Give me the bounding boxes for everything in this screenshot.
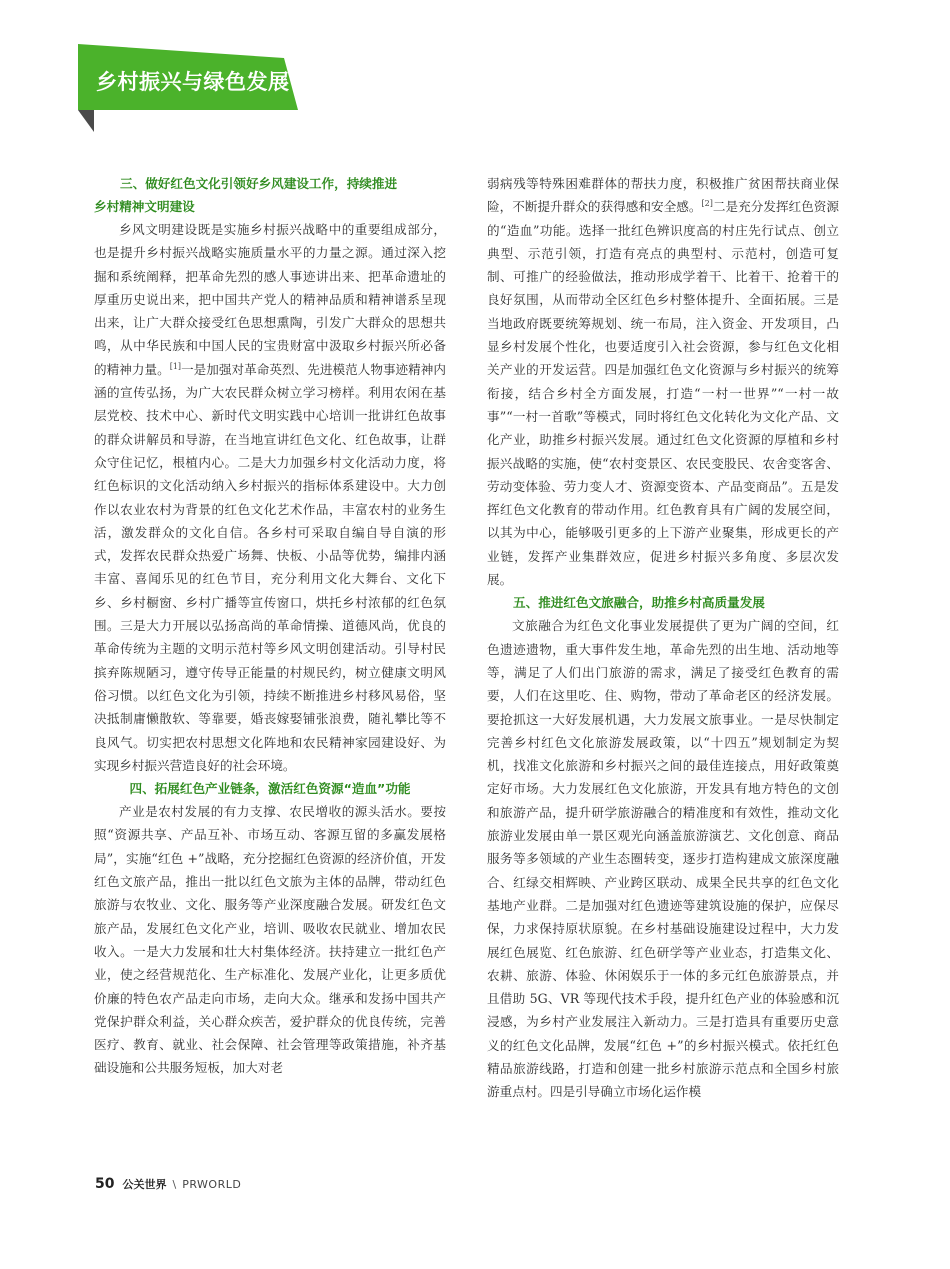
footer-separator: \ — [172, 1178, 177, 1191]
left-column — [94, 172, 446, 1080]
section-3-heading — [94, 172, 446, 218]
section-banner — [78, 44, 298, 132]
paragraph-red-industry: 产业是农村发展的有力支撑、农民增收的源头活水。要按照“资源共享、产品互补、市场互动、客源互留的多赢发展格局”，实施“红色 +”战略，充分挖掘红色资源的经济价值，开发红色文旅产品，推出一批以红色文旅为主体的品牌，带动红色旅游与农牧业、文化、服务等产业深度融合发展。研发红色文旅产品，发展红色文化产业，培训、吸收农民就业、增加农民收入。一是大力发展和壮大村集体经济。扶持建立一批红色产业，使之经营规范化、生产标准化、发展产业化，让更多质优价廉的特色农产品走向市场，走向大众。继承和发扬中国共产党保护群众利益，关心群众疾苦，爱护群众的优良传统，完善医疗、教育、就业、社会保障、社会管理等政策措施，补齐基础设施和公共服务短板，加大对老 — [94, 804, 446, 1076]
paragraph-rural-civilization-part1: 乡风文明建设既是实施乡村振兴战略中的重要组成部分，也是提升乡村振兴战略实施质量水平的力量之源。通过深入挖掘和系统阐释，把革命先烈的感人事迹讲出来、把革命遗址的厚重历史说出来，把中国共产党人的精神品质和精神谱系呈现出来，让广大群众接受红色思想熏陶，引发广大群众的思想共鸣，从中华民族和中国人民的宝贵财富中汲取乡村振兴所必备的精神力量。 — [94, 222, 446, 377]
magazine-name: 公关世界 — [122, 1178, 167, 1191]
paragraph-rural-civilization-part2: 一是加强对革命英烈、先进模范人物事迹精神内涵的宣传弘扬，为广大农民群众树立学习榜样。利用农闲在基层党校、技术中心、新时代文明实践中心培训一批讲红色故事的群众讲解员和导游，在当地宣讲红色文化、红色故事，让群众守住记忆，根植内心。二是大力加强乡村文化活动力度，将红色标识的文化活动纳入乡村振兴的指标体系建设中。大力创作以农业农村为背景的红色文化艺术作品，丰富农村的业务生活，激发群众的文化自信。各乡村可采取自编自导自演的形式，发挥农民群众热爱广场舞、快板、小品等优势，编排内涵丰富、喜闻乐见的红色节目，充分利用文化大舞台、文化下乡、乡村橱窗、乡村广播等宣传窗口，烘托乡村浓郁的红色氛围。三是大力开展以弘扬高尚的革命情操、道德风尚，优良的革命传统为主题的文明示范村等乡风文明创建活动。引导村民摈弃陈规陋习，遵守传导正能量的村规民约，树立健康文明风俗习惯。以红色文化为引领，持续不断推进乡村移风易俗，坚决抵制庸懒散软、等靠要，婚丧嫁娶铺张浪费，随礼攀比等不良风气。切实把农村思想文化阵地和农民精神家园建设好、为实现乡村振兴营造良好的社会环境。 — [94, 361, 447, 773]
banner-title: 乡村振兴与绿色发展 — [96, 70, 290, 94]
section-3-heading-line2: 乡村精神文明建设 — [94, 199, 195, 214]
paragraph-continued-part2: 二是充分发挥红色资源的“造血”功能。选择一批红色辨识度高的村庄先行试点、创立典型、示范引领，打造有亮点的典型村、示范村，创造可复制、可推广的经验做法，推动形成学着干、比着干、抢着干的良好氛围，从而带动全区红色乡村整体提升、全面拓展。三是当地政府既要统筹规划、统一布局，注入资金、开发项目，凸显乡村发展个性化，也要适度引入社会资源，参与红色文化相关产业的开发运营。四是加强红色文化资源与乡村振兴的统筹衔接，结合乡村全方面发展，打造“一村一世界”“一村一故事”“一村一首歌”等模式，同时将红色文化转化为文化产品、文化产业，助推乡村振兴发展。通过红色文化资源的厚植和乡村振兴战略的实施，使“农村变景区、农民变股民、农舍变客舍、劳动变体验、劳力变人才、资源变资本、产品变商品”。五是发挥红色文化教育的带动作用。红色教育具有广阔的发展空间，以其为中心，能够吸引更多的上下游产业聚集，形成更长的产业链，发挥产业集群效应，促进乡村振兴多角度、多层次发展。 — [487, 199, 840, 588]
magazine-name-en: PRWORLD — [182, 1178, 242, 1191]
page-footer — [95, 1176, 241, 1192]
right-column — [487, 172, 839, 1104]
paragraph-rural-civilization — [94, 218, 446, 777]
citation-1: [1] — [169, 361, 182, 371]
page-number: 50 — [95, 1176, 115, 1192]
paragraph-culture-tourism: 文旅融合为红色文化事业发展提供了更为广阔的空间，红色遗迹遗物，重大事件发生地，革命先烈的出生地、活动地等等，满足了人们出门旅游的需求，满足了接受红色教育的需要，人们在这里吃、住、购物，带动了革命老区的经济发展。要抢抓这一大好发展机遇，大力发展文旅事业。一是尽快制定完善乡村红色文化旅游发展政策，以“十四五”规划制定为契机，找准文化旅游和乡村振兴之间的最佳连接点，用好政策奠定好市场。大力发展红色文化旅游，开发具有地方特色的文创和旅游产品，提升研学旅游融合的精准度和有效性，推动文化旅游业发展由单一景区观光向涵盖旅游演艺、文化创意、商品服务等多领域的产业生态圈转变，逐步打造构建成文旅深度融合、红绿交相辉映、产业跨区联动、成果全民共享的红色文化基地产业群。二是加强对红色遗迹等建筑设施的保护，应保尽保，力求保持原状原貌。在乡村基础设施建设过程中，大力发展红色展览、红色旅游、红色研学等产业业态，打造集文化、农耕、旅游、体验、休闲娱乐于一体的多元红色旅游景点，并且借助 5G、VR 等现代技术手段，提升红色产业的体验感和沉浸感，为乡村产业发展注入新动力。三是打造具有重要历史意义的红色文化品牌，发展“红色 +”的乡村振兴模式。依托红色精品旅游线路，打造和创建一批乡村旅游示范点和全国乡村旅游重点村。四是引导确立市场化运作模 — [487, 618, 839, 1100]
section-4-heading: 四、拓展红色产业链条，激活红色资源“造血”功能 — [129, 781, 411, 797]
paragraph-continued-part1: 弱病残等特殊困难群体的帮扶力度，积极推广贫困帮扶商业保险，不断提升群众的获得感和安全感。 — [487, 176, 839, 215]
section-5-heading: 五、推进红色文旅融合，助推乡村高质量发展 — [513, 595, 765, 611]
paragraph-continued — [487, 172, 839, 591]
section-3-heading-line1: 三、做好红色文化引领好乡风建设工作，持续推进 — [120, 176, 398, 191]
citation-2: [2] — [701, 199, 713, 209]
